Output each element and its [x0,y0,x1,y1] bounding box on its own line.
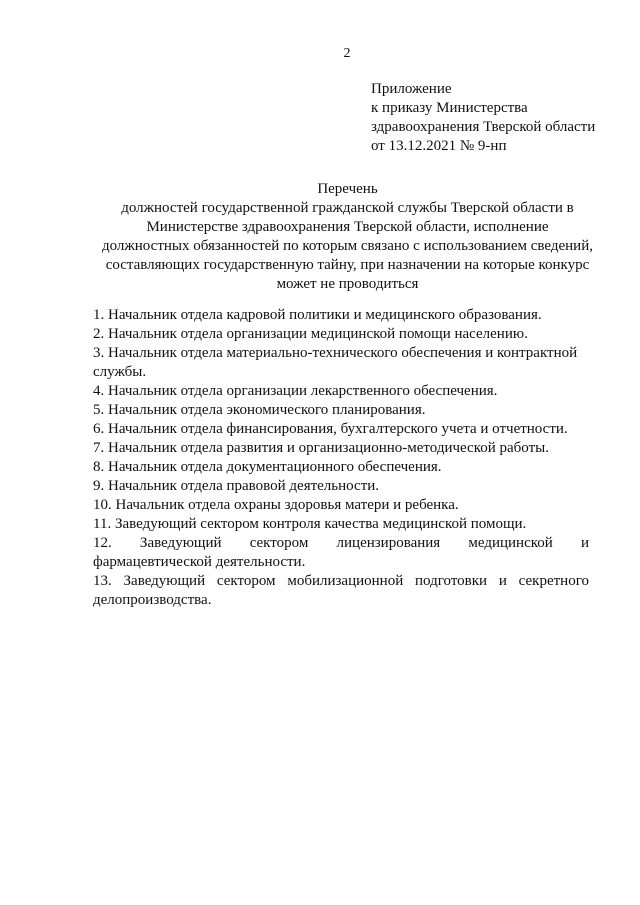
appendix-line: здравоохранения Тверской области [371,119,596,135]
title-line: должностей государственной гражданской службы Тверской области в [121,200,574,216]
list-item: 11. Заведующий сектором контроля качества медицинской помощи. [93,516,527,532]
title-line: Министерстве здравоохранения Тверской области, исполнение [146,219,549,235]
list-item: 3. Начальник отдела материально-технического обеспечения и контрактной службы. [93,345,578,380]
list-item: 4. Начальник отдела организации лекарственного обеспечения. [93,383,498,399]
positions-list [93,306,589,610]
list-item: 8. Начальник отдела документационного обеспечения. [93,459,442,475]
list-item: 2. Начальник отдела организации медицинской помощи населению. [93,326,528,342]
appendix-line: Приложение [371,81,452,97]
title-line: составляющих государственную тайну, при назначении на которые конкурс [105,257,590,273]
appendix-line: к приказу Министерства [371,100,528,116]
list-item: 13. Заведующий сектором мобилизационной подготовки и секретного делопроизводства. [93,573,589,608]
title-heading: Перечень [317,181,378,197]
title-line: может не проводиться [276,276,419,292]
list-item: 6. Начальник отдела финансирования, бухгалтерского учета и отчетности. [93,421,568,437]
page-number: 2 [343,46,351,61]
list-item: 12. Заведующий сектором лицензирования медицинской и фармацевтической деятельности. [93,535,589,570]
list-item: 9. Начальник отдела правовой деятельности. [93,478,380,494]
title-line: должностных обязанностей по которым связано с использованием сведений, [102,238,593,254]
list-item: 10. Начальник отдела охраны здоровья матери и ребенка. [93,497,459,513]
document-title [80,180,615,294]
appendix-header [371,80,633,156]
list-item: 1. Начальник отдела кадровой политики и медицинского образования. [93,307,542,323]
list-item: 7. Начальник отдела развития и организационно-методической работы. [93,440,549,456]
list-item: 5. Начальник отдела экономического планирования. [93,402,426,418]
appendix-line: от 13.12.2021 № 9-нп [371,138,507,154]
